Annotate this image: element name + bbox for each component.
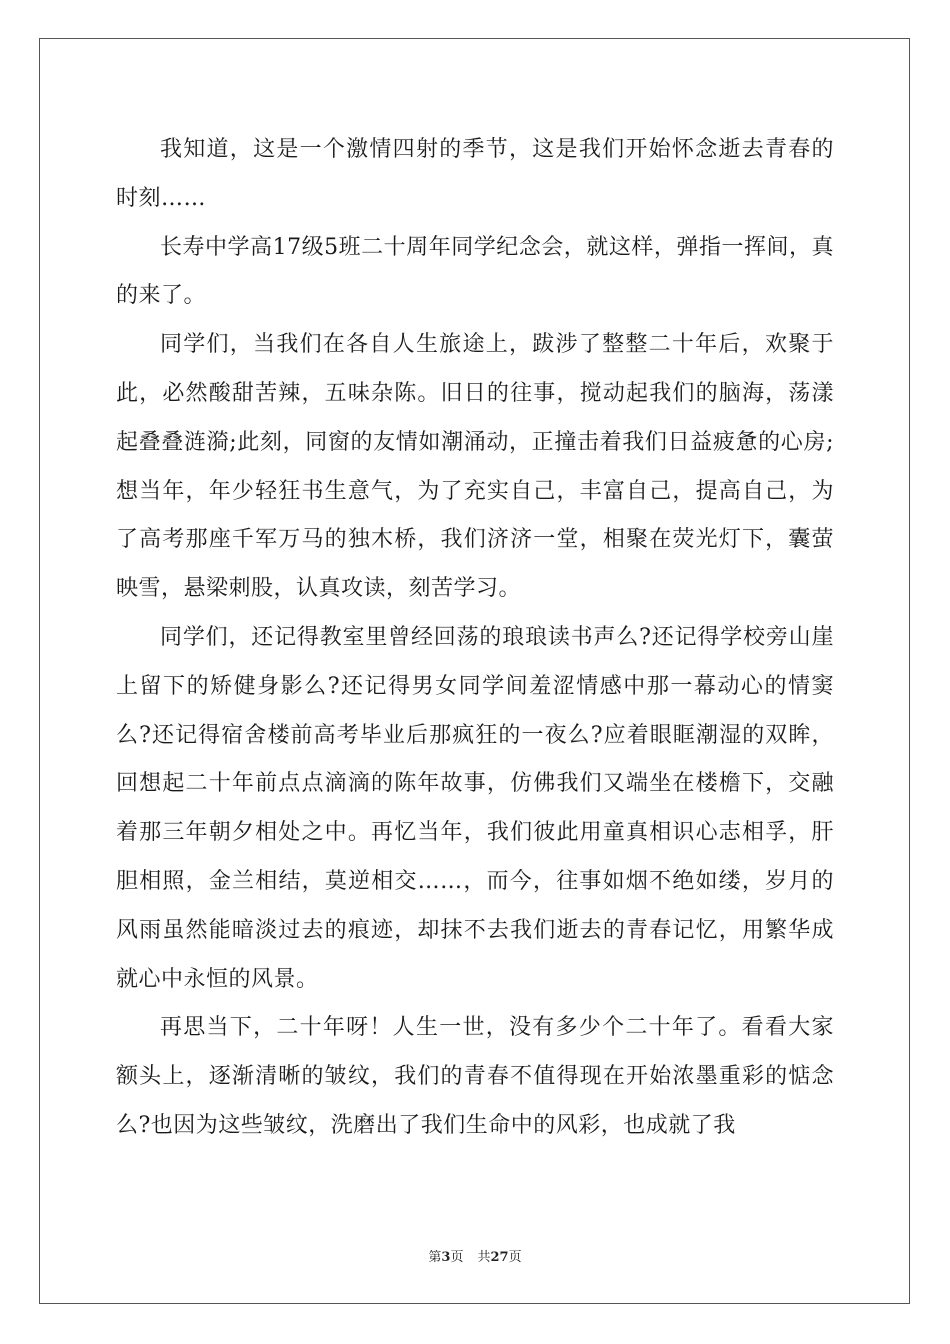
paragraph-3: 同学们，当我们在各自人生旅途上，跋涉了整整二十年后，欢聚于此，必然酸甜苦辣，五味杂陈。旧日的往事，搅动起我们的脑海，荡漾起叠叠涟漪;此刻，同窗的友情如潮涌动，正撞击着我们日益疲惫的心房;想当年，年少轻狂书生意气，为了充实自己，丰富自己，提高自己，为了高考那座千军万马的独木桥，我们济济一堂，相聚在荧光灯下，囊萤映雪，悬梁刺股，认真攻读，刻苦学习。	[116, 332, 834, 602]
page-prefix: 第	[428, 1250, 442, 1265]
total-prefix: 共	[477, 1250, 491, 1265]
total-pages: 27	[490, 1250, 509, 1265]
paragraph-1: 我知道，这是一个激情四射的季节，这是我们开始怀念逝去青春的时刻……	[116, 137, 834, 211]
page-footer	[0, 1246, 950, 1265]
paragraph-4: 同学们，还记得教室里曾经回荡的琅琅读书声么?还记得学校旁山崖上留下的矫健身影么?还记得男女同学间羞涩情感中那一幕动心的情窦么?还记得宿舍楼前高考毕业后那疯狂的一夜么?应着眼眶潮湿的双眸，回想起二十年前点点滴滴的陈年故事，仿佛我们又端坐在楼檐下，交融着那三年朝夕相处之中。再忆当年，我们彼此用童真相识心志相孚，肝胆相照，金兰相结，莫逆相交……，而今，往事如烟不绝如缕，岁月的风雨虽然能暗淡过去的痕迹，却抹不去我们逝去的青春记忆，用繁华成就心中永恒的风景。	[116, 624, 834, 992]
document-body	[116, 126, 834, 1151]
page-suffix: 页	[450, 1250, 464, 1265]
total-suffix: 页	[508, 1250, 522, 1265]
page-number: 3	[441, 1250, 451, 1265]
paragraph-2: 长寿中学高17级5班二十周年同学纪念会，就这样，弹指一挥间，真的来了。	[116, 234, 834, 309]
paragraph-5: 再思当下，二十年呀！人生一世，没有多少个二十年了。看看大家额头上，逐渐清晰的皱纹，我们的青春不值得现在开始浓墨重彩的惦念么?也因为这些皱纹，洗磨出了我们生命中的风彩，也成就了我	[116, 1015, 834, 1138]
